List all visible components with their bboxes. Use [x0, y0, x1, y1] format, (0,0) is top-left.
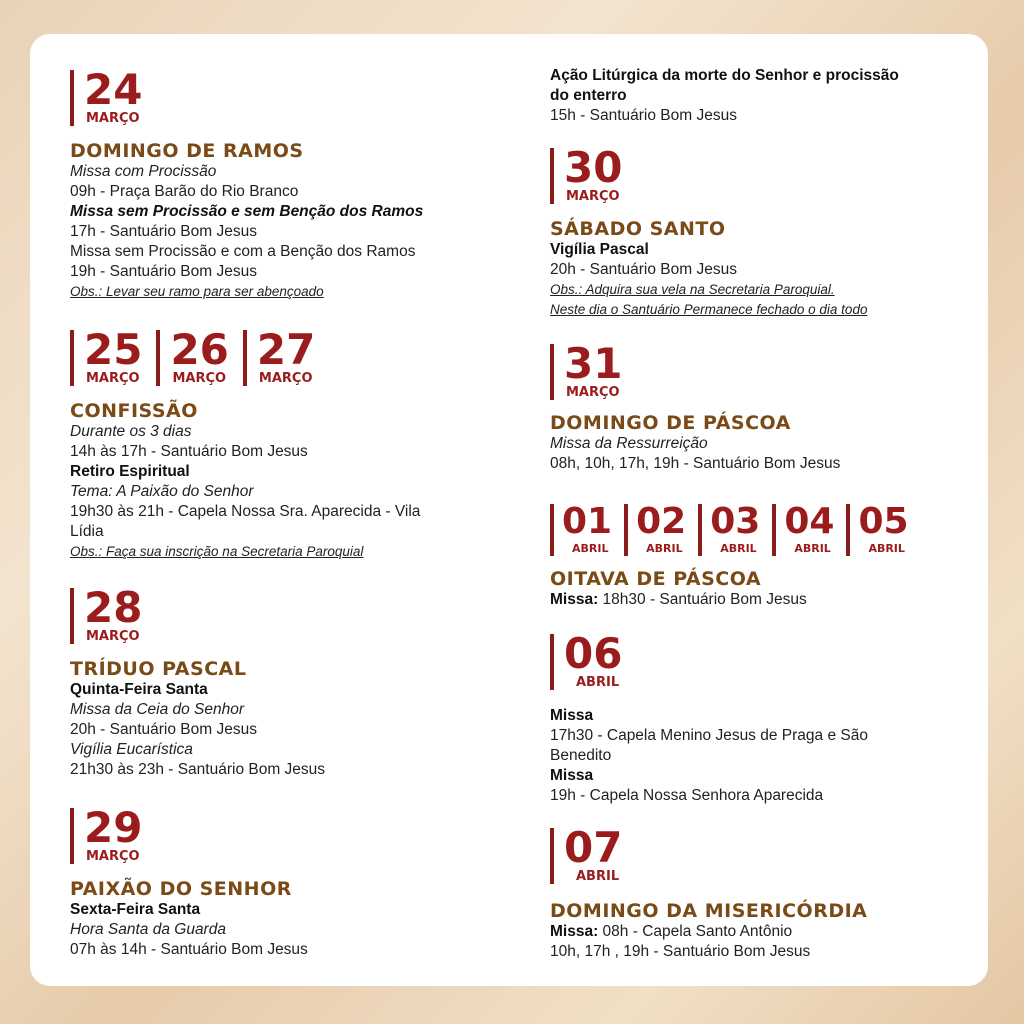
event-line: 15h - Santuário Bom Jesus [550, 107, 737, 124]
section-heading: DOMINGO DE RAMOS [70, 140, 304, 162]
event-line: Missa com Procissão [70, 163, 217, 180]
date-day: 31 [564, 339, 623, 388]
event-line: 20h - Santuário Bom Jesus [550, 261, 737, 278]
section-triduo-pascal [70, 658, 325, 780]
section-oitava-de-pascoa [550, 568, 807, 610]
event-line: 21h30 às 23h - Santuário Bom Jesus [70, 761, 326, 778]
event-line: 07h às 14h - Santuário Bom Jesus [70, 941, 308, 958]
date-day: 05 [858, 501, 909, 542]
event-line: 08h, 10h, 17h, 19h - Santuário Bom Jesus [550, 455, 841, 472]
date-month: MARÇO [566, 189, 620, 204]
date-month: ABRIL [646, 542, 683, 555]
date-day: 25 [84, 325, 143, 374]
section-heading: SÁBADO SANTO [550, 218, 726, 240]
event-line: Missa [550, 707, 594, 724]
date-month: MARÇO [86, 111, 140, 126]
event-label: Missa: [550, 591, 599, 608]
event-line: Durante os 3 dias [70, 423, 192, 440]
event-label: Missa: [550, 923, 599, 940]
section-heading: PAIXÃO DO SENHOR [70, 878, 292, 900]
date-month: ABRIL [794, 542, 831, 555]
date-day: 04 [784, 501, 835, 542]
event-line: Missa sem Procissão e com a Benção dos Ramos [70, 243, 416, 260]
section-domingo-de-pascoa [550, 412, 840, 474]
event-line: 09h - Praça Barão do Rio Branco [70, 183, 299, 200]
section-heading: TRÍDUO PASCAL [70, 658, 247, 680]
section-confissao [70, 400, 420, 562]
event-line: Vigília Pascal [550, 241, 649, 258]
date-day: 01 [562, 501, 613, 542]
event-line: 17h30 - Capela Menino Jesus de Praga e São [550, 727, 868, 744]
observation-note: Obs.: Levar seu ramo para ser abençoado [70, 284, 324, 299]
event-line: Sexta-Feira Santa [70, 901, 201, 918]
date-24-marco [70, 65, 156, 126]
date-day: 29 [84, 803, 143, 852]
event-line: Tema: A Paixão do Senhor [70, 483, 254, 500]
date-month: ABRIL [572, 542, 609, 555]
event-line: 19h - Santuário Bom Jesus [70, 263, 257, 280]
date-28-marco [70, 583, 156, 644]
event-line: Benedito [550, 747, 612, 764]
event-line: Missa da Ceia do Senhor [70, 701, 245, 718]
event-line: 14h às 17h - Santuário Bom Jesus [70, 443, 308, 460]
event-line: Missa sem Procissão e sem Benção dos Ramos [70, 203, 424, 220]
date-day: 06 [564, 629, 623, 678]
event-line [550, 922, 867, 942]
section-domingo-de-ramos [70, 140, 423, 302]
date-30-marco [550, 143, 636, 204]
event-line: do enterro [550, 87, 627, 104]
event-line: 17h - Santuário Bom Jesus [70, 223, 257, 240]
section-acao-liturgica [550, 66, 899, 126]
date-day: 03 [710, 501, 761, 542]
date-month: MARÇO [172, 371, 227, 386]
date-31-marco [550, 339, 636, 400]
event-line: 10h, 17h , 19h - Santuário Bom Jesus [550, 943, 811, 960]
event-line: Hora Santa da Guarda [70, 921, 226, 938]
event-line [550, 590, 807, 610]
event-line: Lídia [70, 523, 104, 540]
date-month: MARÇO [86, 849, 140, 864]
date-month: ABRIL [576, 675, 620, 690]
section-heading: DOMINGO DA MISERICÓRDIA [550, 900, 868, 922]
observation-note: Obs.: Adquira sua vela na Secretaria Paroquial. [550, 282, 835, 297]
observation-note: Neste dia o Santuário Permanece fechado o dia todo [550, 302, 868, 317]
schedule-card [30, 34, 988, 986]
event-line: Missa [550, 767, 594, 784]
event-line: Retiro Espiritual [70, 463, 190, 480]
section-heading: DOMINGO DE PÁSCOA [550, 412, 791, 434]
date-29-marco [70, 803, 156, 864]
event-line: Ação Litúrgica da morte do Senhor e procissão [550, 67, 899, 84]
date-month: MARÇO [258, 371, 313, 386]
event-text: 18h30 - Santuário Bom Jesus [598, 591, 807, 608]
event-line: 19h - Capela Nossa Senhora Aparecida [550, 787, 824, 804]
section-heading: CONFISSÃO [70, 400, 198, 422]
dates-25-27-marco [70, 325, 329, 386]
date-day: 24 [84, 65, 143, 114]
date-07-abril [550, 823, 636, 884]
event-line: Missa da Ressurreição [550, 435, 708, 452]
section-heading: OITAVA DE PÁSCOA [550, 568, 762, 590]
event-line: 19h30 às 21h - Capela Nossa Sra. Aparecida - Vila [70, 503, 421, 520]
event-line: Vigília Eucarística [70, 741, 193, 758]
date-day: 27 [256, 325, 316, 374]
observation-note: Obs.: Faça sua inscrição na Secretaria Paroquial [70, 544, 364, 559]
date-month: MARÇO [566, 385, 620, 400]
date-month: ABRIL [868, 542, 905, 555]
date-month: ABRIL [576, 869, 620, 884]
dates-01-05-abril [550, 501, 921, 556]
date-month: ABRIL [720, 542, 757, 555]
section-sabado-santo [550, 218, 867, 320]
date-day: 26 [170, 325, 229, 374]
date-day: 30 [564, 143, 623, 192]
section-paixao-do-senhor [70, 878, 308, 960]
event-line: Quinta-Feira Santa [70, 681, 208, 698]
event-line: 20h - Santuário Bom Jesus [70, 721, 257, 738]
date-day: 28 [84, 583, 143, 632]
date-day: 02 [636, 501, 687, 542]
section-abril-6 [550, 706, 868, 806]
event-text: 08h - Capela Santo Antônio [598, 923, 793, 940]
date-day: 07 [564, 823, 623, 872]
section-domingo-da-misericordia [550, 900, 867, 962]
date-06-abril [550, 629, 636, 690]
date-month: MARÇO [86, 371, 140, 386]
date-month: MARÇO [86, 629, 140, 644]
